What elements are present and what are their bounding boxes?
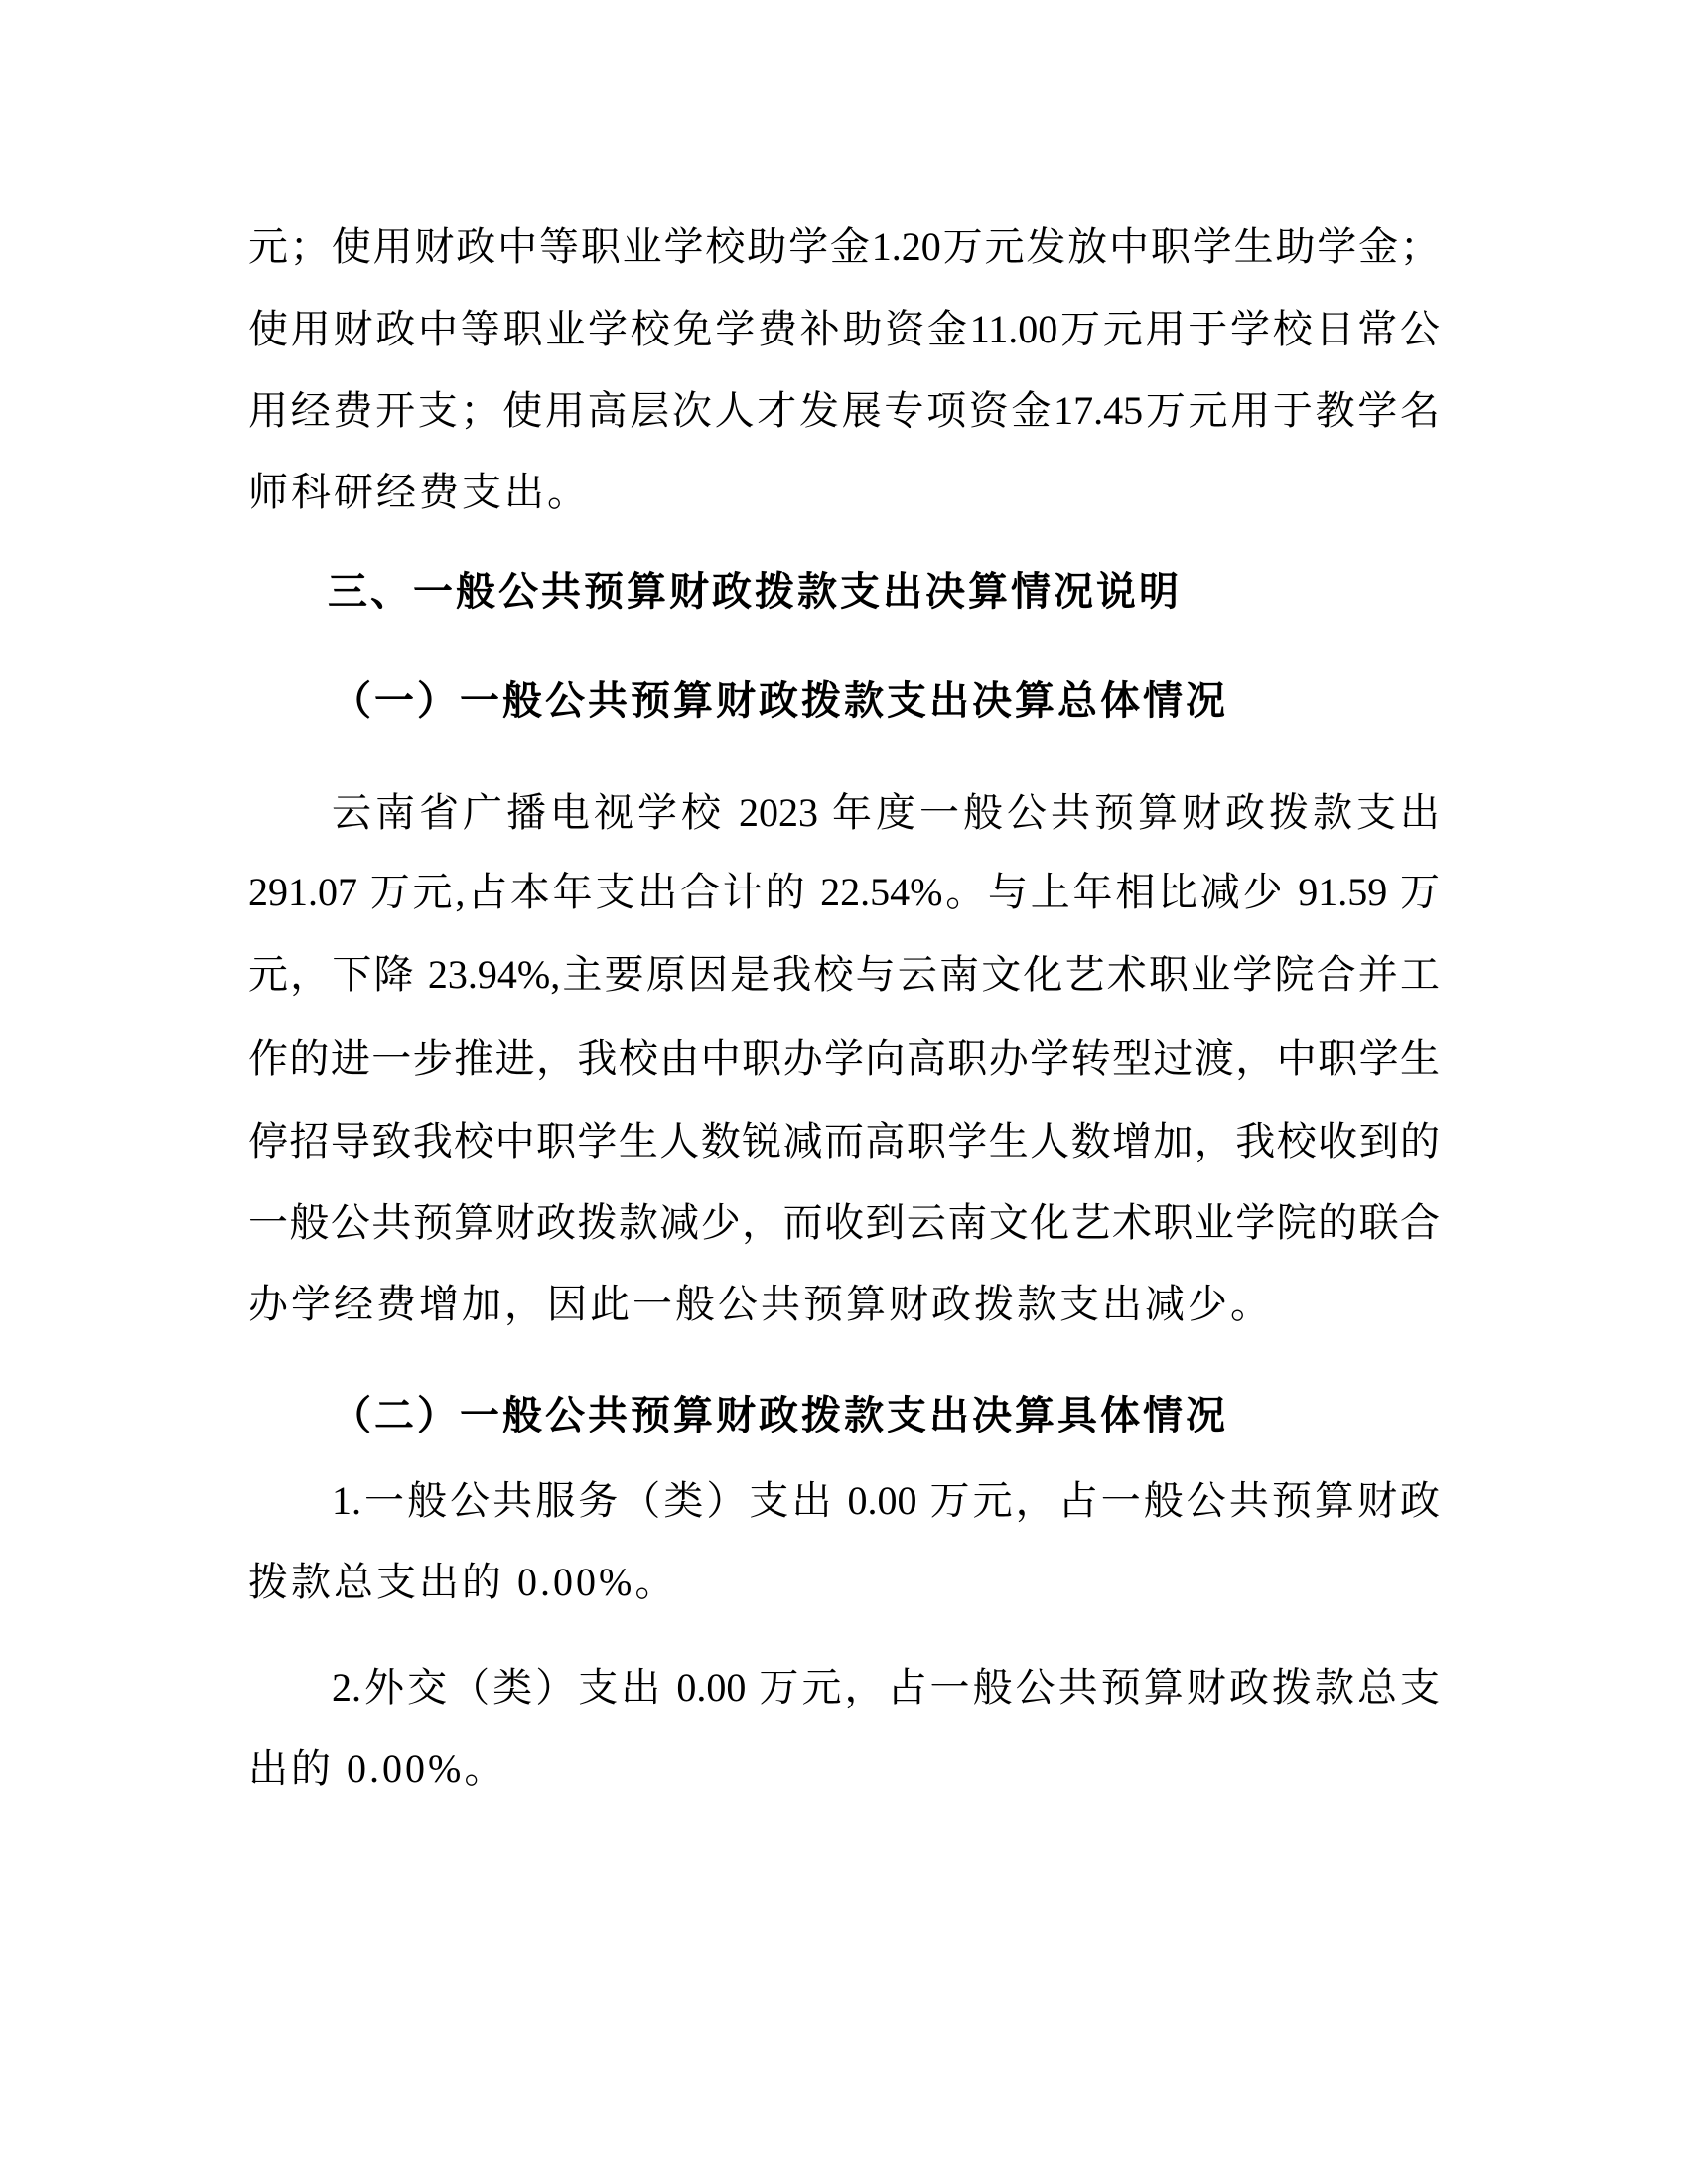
heading-section-3: 三、一般公共预算财政拨款支出决算情况说明 xyxy=(328,569,1182,614)
body-line: 停招导致我校中职学生人数锐减而高职学生人数增加，我校收到的 xyxy=(248,1119,1440,1163)
body-line: 出的 0.00%。 xyxy=(248,1746,507,1791)
body-line: 用经费开支；使用高层次人才发展专项资金17.45万元用于教学名 xyxy=(248,388,1440,433)
body-line: 使用财政中等职业学校免学费补助资金11.00万元用于学校日常公 xyxy=(248,307,1440,351)
subheading-3-1: （一）一般公共预算财政拨款支出决算总体情况 xyxy=(332,678,1228,723)
body-line: 作的进一步推进，我校由中职办学向高职办学转型过渡，中职学生 xyxy=(248,1036,1440,1081)
body-line: 办学经费增加，因此一般公共预算财政拨款支出减少。 xyxy=(248,1282,1273,1326)
body-line: 2.外交（类）支出 0.00 万元，占一般公共预算财政拨款总支 xyxy=(332,1665,1440,1709)
body-line: 拨款总支出的 0.00%。 xyxy=(248,1560,678,1604)
body-line: 元，下降 23.94%,主要原因是我校与云南文化艺术职业学院合并工 xyxy=(248,952,1440,997)
body-line: 元；使用财政中等职业学校助学金1.20万元发放中职学生助学金； xyxy=(248,224,1440,269)
body-line: 云南省广播电视学校 2023 年度一般公共预算财政拨款支出 xyxy=(332,790,1440,835)
body-line: 1.一般公共服务（类）支出 0.00 万元，占一般公共预算财政 xyxy=(332,1478,1440,1523)
subheading-3-2: （二）一般公共预算财政拨款支出决算具体情况 xyxy=(332,1393,1228,1437)
body-line: 一般公共预算财政拨款减少，而收到云南文化艺术职业学院的联合 xyxy=(248,1200,1440,1245)
text-block xyxy=(248,0,1440,2184)
body-line: 师科研经费支出。 xyxy=(248,470,590,514)
body-line: 291.07 万元,占本年支出合计的 22.54%。与上年相比减少 91.59 万 xyxy=(248,870,1440,914)
